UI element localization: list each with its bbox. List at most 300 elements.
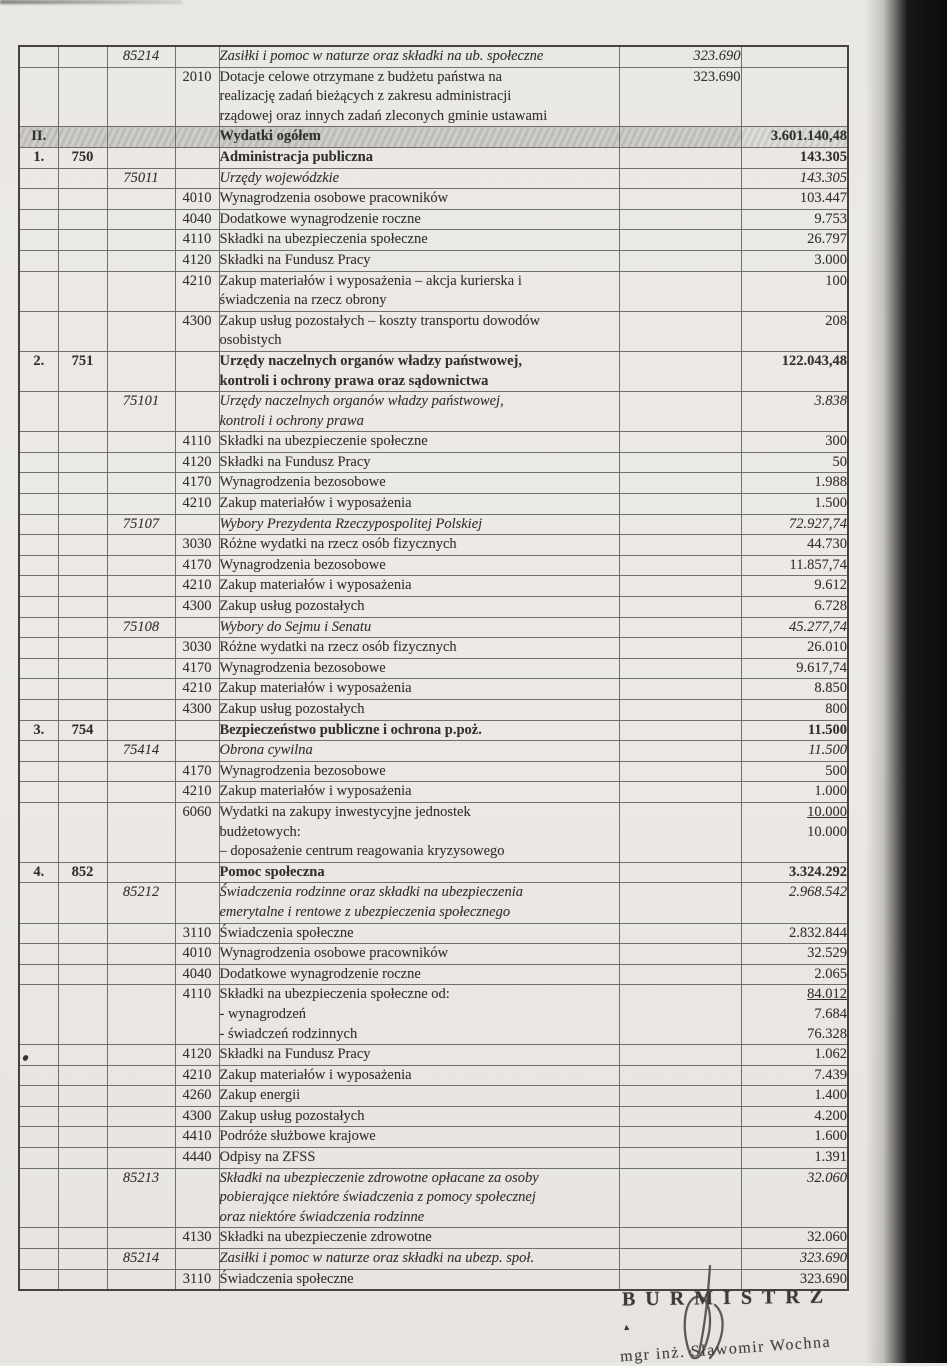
cell-amount-1: [619, 964, 741, 985]
cell-division: [58, 311, 107, 351]
cell-division: [58, 1045, 107, 1066]
cell-amount-1: [619, 473, 741, 494]
cell-amount-2: 45.277,74: [741, 617, 848, 638]
cell-amount-2: 3.000: [741, 250, 848, 271]
cell-ordinal: 2.: [19, 351, 58, 391]
cell-description: Różne wydatki na rzecz osób fizycznych: [219, 638, 619, 659]
mayor-stamp: BURMISTRZ: [621, 1285, 834, 1311]
cell-description: Świadczenia społeczne: [219, 1269, 619, 1290]
cell-amount-2: 72.927,74: [741, 514, 848, 535]
cell-description: Zakup materiałów i wyposażenia: [219, 782, 619, 803]
cell-description: Wydatki ogółem: [219, 127, 619, 148]
cell-description: Zakup energii: [219, 1086, 619, 1107]
cell-amount-2: 50: [741, 452, 848, 473]
table-row: [19, 862, 848, 883]
cell-ordinal: [19, 250, 58, 271]
cell-amount-2: 1.000: [741, 782, 848, 803]
cell-ordinal: [19, 658, 58, 679]
cell-amount-1: 323.690: [619, 46, 741, 67]
cell-ordinal: [19, 944, 58, 965]
cell-amount-1: [619, 535, 741, 556]
cell-chapter: [107, 147, 175, 168]
cell-description: Wynagrodzenia osobowe pracowników: [219, 189, 619, 210]
cell-paragraph: 2010: [175, 67, 219, 127]
table-row: [19, 1228, 848, 1249]
cell-chapter: [107, 1127, 175, 1148]
cell-paragraph: [175, 168, 219, 189]
table-row: [19, 392, 848, 432]
cell-chapter: [107, 862, 175, 883]
cell-division: 852: [58, 862, 107, 883]
cell-description: Obrona cywilna: [219, 741, 619, 762]
cell-description: Administracja publiczna: [219, 147, 619, 168]
cell-amount-2: 11.500: [741, 720, 848, 741]
table-row: [19, 1168, 848, 1228]
cell-description: Wynagrodzenia bezosobowe: [219, 658, 619, 679]
cell-amount-1: [619, 923, 741, 944]
cell-amount-1: [619, 1127, 741, 1148]
cell-division: [58, 597, 107, 618]
cell-amount-1: [619, 1065, 741, 1086]
cell-description: Dodatkowe wynagrodzenie roczne: [219, 964, 619, 985]
cell-paragraph: [175, 1249, 219, 1270]
cell-paragraph: 4040: [175, 964, 219, 985]
cell-ordinal: [19, 597, 58, 618]
cell-amount-1: [619, 311, 741, 351]
cell-ordinal: [19, 432, 58, 453]
cell-amount-1: [619, 514, 741, 535]
cell-amount-2: 2.968.542: [741, 883, 848, 923]
cell-division: [58, 1065, 107, 1086]
cell-ordinal: [19, 1045, 58, 1066]
cell-division: [58, 46, 107, 67]
cell-amount-2: 7.439: [741, 1065, 848, 1086]
cell-description: Zakup usług pozostałych: [219, 700, 619, 721]
cell-description: Dotacje celowe otrzymane z budżetu państwa na realizację zadań bieżących z zakresu administracji rządowej oraz innych zadań zleconych gminie ustawami: [219, 67, 619, 127]
table-row: [19, 782, 848, 803]
cell-amount-2: 26.797: [741, 230, 848, 251]
cell-ordinal: [19, 617, 58, 638]
cell-chapter: [107, 1148, 175, 1169]
table-row: [19, 597, 848, 618]
cell-chapter: [107, 720, 175, 741]
cell-ordinal: [19, 964, 58, 985]
cell-amount-2: 8.850: [741, 679, 848, 700]
cell-ordinal: [19, 638, 58, 659]
cell-paragraph: 6060: [175, 802, 219, 862]
cell-amount-2: 1.400: [741, 1086, 848, 1107]
cell-division: [58, 452, 107, 473]
cell-ordinal: [19, 985, 58, 1045]
cell-amount-2: 9.617,74: [741, 658, 848, 679]
cell-division: [58, 230, 107, 251]
cell-amount-1: [619, 658, 741, 679]
cell-chapter: [107, 494, 175, 515]
cell-ordinal: [19, 923, 58, 944]
cell-amount-2: 2.832.844: [741, 923, 848, 944]
cell-chapter: [107, 209, 175, 230]
cell-chapter: [107, 944, 175, 965]
table-row: [19, 230, 848, 251]
cell-paragraph: 4170: [175, 658, 219, 679]
cell-ordinal: [19, 1127, 58, 1148]
cell-amount-1: [619, 452, 741, 473]
cell-chapter: [107, 250, 175, 271]
cell-paragraph: [175, 1168, 219, 1228]
cell-amount-2: 800: [741, 700, 848, 721]
cell-division: [58, 535, 107, 556]
cell-paragraph: [175, 617, 219, 638]
cell-ordinal: [19, 679, 58, 700]
cell-amount-2: 122.043,48: [741, 351, 848, 391]
cell-paragraph: 4110: [175, 432, 219, 453]
cell-ordinal: [19, 782, 58, 803]
cell-chapter: 75414: [107, 741, 175, 762]
cell-description: Pomoc społeczna: [219, 862, 619, 883]
table-row: [19, 576, 848, 597]
cell-ordinal: 3.: [19, 720, 58, 741]
cell-amount-2: 44.730: [741, 535, 848, 556]
cell-description: Składki na Fundusz Pracy: [219, 452, 619, 473]
cell-ordinal: [19, 1249, 58, 1270]
cell-ordinal: [19, 189, 58, 210]
cell-division: [58, 209, 107, 230]
cell-chapter: [107, 761, 175, 782]
signatory-name: mgr inż. Sławomir Wochna: [619, 1333, 832, 1366]
cell-amount-2: 10.000 10.000: [741, 802, 848, 862]
cell-chapter: [107, 1045, 175, 1066]
cell-paragraph: 4040: [175, 209, 219, 230]
cell-chapter: [107, 700, 175, 721]
table-row: [19, 720, 848, 741]
cell-ordinal: 1.: [19, 147, 58, 168]
cell-description: Zakup usług pozostałych: [219, 1106, 619, 1127]
cell-chapter: [107, 679, 175, 700]
table-row: [19, 1249, 848, 1270]
cell-amount-2: 103.447: [741, 189, 848, 210]
cell-ordinal: [19, 761, 58, 782]
cell-division: [58, 679, 107, 700]
table-row: [19, 1127, 848, 1148]
cell-description: Dodatkowe wynagrodzenie roczne: [219, 209, 619, 230]
cell-chapter: [107, 1065, 175, 1086]
table-row: [19, 494, 848, 515]
cell-chapter: [107, 1269, 175, 1290]
cell-chapter: 85214: [107, 1249, 175, 1270]
cell-amount-1: [619, 576, 741, 597]
cell-chapter: [107, 1106, 175, 1127]
cell-description: Wynagrodzenia osobowe pracowników: [219, 944, 619, 965]
cell-ordinal: [19, 1148, 58, 1169]
cell-paragraph: 4170: [175, 555, 219, 576]
cell-amount-2: 3.838: [741, 392, 848, 432]
table-row: [19, 923, 848, 944]
cell-ordinal: [19, 271, 58, 311]
cell-paragraph: 4260: [175, 1086, 219, 1107]
table-row: [19, 209, 848, 230]
table-row: [19, 452, 848, 473]
cell-description: Wybory Prezydenta Rzeczypospolitej Polskiej: [219, 514, 619, 535]
cell-ordinal: [19, 535, 58, 556]
cell-amount-1: [619, 883, 741, 923]
cell-division: [58, 923, 107, 944]
cell-amount-2: 9.753: [741, 209, 848, 230]
scan-smudge: [0, 0, 182, 4]
cell-ordinal: [19, 802, 58, 862]
cell-description: Zakup materiałów i wyposażenia: [219, 576, 619, 597]
cell-description: Zakup materiałów i wyposażenia: [219, 494, 619, 515]
cell-description: Podróże służbowe krajowe: [219, 1127, 619, 1148]
cell-division: [58, 1106, 107, 1127]
cell-chapter: 75108: [107, 617, 175, 638]
cell-amount-2: 143.305: [741, 147, 848, 168]
cell-paragraph: [175, 46, 219, 67]
cell-paragraph: 4120: [175, 1045, 219, 1066]
cell-paragraph: 4300: [175, 311, 219, 351]
cell-chapter: 85212: [107, 883, 175, 923]
cell-description: Wydatki na zakupy inwestycyjne jednostek budżetowych: – doposażenie centrum reagowania kryzysowego: [219, 802, 619, 862]
cell-ordinal: [19, 230, 58, 251]
cell-ordinal: [19, 1168, 58, 1228]
table-row: [19, 658, 848, 679]
cell-chapter: [107, 802, 175, 862]
cell-paragraph: 4210: [175, 782, 219, 803]
table-row: [19, 432, 848, 453]
cell-division: [58, 1249, 107, 1270]
cell-amount-2: 84.012 7.684 76.328: [741, 985, 848, 1045]
cell-ordinal: [19, 1269, 58, 1290]
cell-description: Świadczenia rodzinne oraz składki na ubezpieczenia emerytalne i rentowe z ubezpieczenia społecznego: [219, 883, 619, 923]
cell-paragraph: [175, 862, 219, 883]
cell-division: [58, 168, 107, 189]
cell-paragraph: 3110: [175, 923, 219, 944]
cell-chapter: [107, 1086, 175, 1107]
cell-amount-2: 1.600: [741, 1127, 848, 1148]
cell-ordinal: [19, 168, 58, 189]
cell-division: [58, 1269, 107, 1290]
cell-paragraph: [175, 720, 219, 741]
cell-paragraph: 4130: [175, 1228, 219, 1249]
table-row: [19, 1086, 848, 1107]
cell-chapter: 75011: [107, 168, 175, 189]
cell-description: Zakup usług pozostałych – koszty transportu dowodów osobistych: [219, 311, 619, 351]
cell-amount-1: [619, 555, 741, 576]
cell-amount-1: [619, 127, 741, 148]
cell-chapter: [107, 311, 175, 351]
cell-chapter: 75107: [107, 514, 175, 535]
table-row: [19, 679, 848, 700]
cell-ordinal: [19, 311, 58, 351]
cell-paragraph: 4110: [175, 230, 219, 251]
table-row: [19, 250, 848, 271]
cell-chapter: 85213: [107, 1168, 175, 1228]
cell-description: Składki na ubezpieczenie społeczne: [219, 432, 619, 453]
cell-amount-2: 1.500: [741, 494, 848, 515]
cell-amount-1: [619, 494, 741, 515]
cell-amount-2: 1.062: [741, 1045, 848, 1066]
cell-amount-1: [619, 862, 741, 883]
cell-paragraph: 3030: [175, 535, 219, 556]
cell-chapter: [107, 189, 175, 210]
cell-description: Zakup materiałów i wyposażenia: [219, 1065, 619, 1086]
table-row: [19, 1065, 848, 1086]
cell-amount-1: [619, 741, 741, 762]
cell-ordinal: [19, 1065, 58, 1086]
cell-ordinal: [19, 452, 58, 473]
cell-description: Wybory do Sejmu i Senatu: [219, 617, 619, 638]
cell-chapter: [107, 1228, 175, 1249]
table-row: [19, 1045, 848, 1066]
cell-amount-1: [619, 617, 741, 638]
cell-amount-2: 323.690: [741, 1269, 848, 1290]
cell-paragraph: 4110: [175, 985, 219, 1045]
budget-table-body: [19, 46, 848, 1290]
cell-paragraph: 4410: [175, 1127, 219, 1148]
cell-chapter: [107, 638, 175, 659]
cell-amount-1: [619, 679, 741, 700]
cell-amount-1: [619, 168, 741, 189]
cell-description: Składki na ubezpieczenia społeczne: [219, 230, 619, 251]
cell-description: Składki na ubezpieczenie zdrowotne: [219, 1228, 619, 1249]
cell-description: Zasiłki i pomoc w naturze oraz składki na ub. społeczne: [219, 46, 619, 67]
cell-amount-2: 32.060: [741, 1228, 848, 1249]
cell-amount-1: [619, 1148, 741, 1169]
cell-amount-1: [619, 761, 741, 782]
cell-description: Wynagrodzenia bezosobowe: [219, 473, 619, 494]
cell-paragraph: [175, 514, 219, 535]
table-row: [19, 514, 848, 535]
cell-amount-1: [619, 392, 741, 432]
cell-ordinal: [19, 46, 58, 67]
cell-ordinal: [19, 494, 58, 515]
cell-division: [58, 700, 107, 721]
cell-paragraph: [175, 392, 219, 432]
cell-division: [58, 782, 107, 803]
cell-paragraph: [175, 883, 219, 923]
cell-ordinal: [19, 555, 58, 576]
cell-division: [58, 392, 107, 432]
table-row: [19, 700, 848, 721]
table-row: [19, 535, 848, 556]
cell-ordinal: [19, 392, 58, 432]
cell-chapter: 75101: [107, 392, 175, 432]
table-row: [19, 985, 848, 1045]
cell-amount-1: 323.690: [619, 67, 741, 127]
cell-division: [58, 658, 107, 679]
table-row: [19, 271, 848, 311]
cell-ordinal: [19, 473, 58, 494]
cell-amount-1: [619, 230, 741, 251]
table-row: [19, 189, 848, 210]
cell-amount-2: 1.391: [741, 1148, 848, 1169]
cell-ordinal: [19, 883, 58, 923]
cell-amount-2: 11.857,74: [741, 555, 848, 576]
cell-description: Zakup usług pozostałych: [219, 597, 619, 618]
table-row: [19, 638, 848, 659]
cell-amount-2: [741, 46, 848, 67]
table-row: [19, 67, 848, 127]
cell-amount-2: [741, 67, 848, 127]
table-row: [19, 1148, 848, 1169]
cell-division: [58, 1228, 107, 1249]
cell-division: 751: [58, 351, 107, 391]
cell-chapter: [107, 658, 175, 679]
cell-paragraph: [175, 127, 219, 148]
table-row: [19, 741, 848, 762]
cell-amount-2: 3.601.140,48: [741, 127, 848, 148]
cell-chapter: [107, 985, 175, 1045]
cell-division: [58, 802, 107, 862]
cell-division: [58, 944, 107, 965]
cell-description: Zakup materiałów i wyposażenia: [219, 679, 619, 700]
cell-division: [58, 617, 107, 638]
cell-paragraph: 4120: [175, 452, 219, 473]
cell-division: [58, 985, 107, 1045]
cell-division: [58, 1127, 107, 1148]
cell-ordinal: [19, 1106, 58, 1127]
cell-amount-1: [619, 597, 741, 618]
cell-ordinal: [19, 67, 58, 127]
cell-division: 750: [58, 147, 107, 168]
cell-division: [58, 1148, 107, 1169]
cell-amount-2: 6.728: [741, 597, 848, 618]
cell-paragraph: 4210: [175, 494, 219, 515]
cell-amount-2: 323.690: [741, 1249, 848, 1270]
table-row: [19, 473, 848, 494]
cell-division: [58, 189, 107, 210]
cell-chapter: 85214: [107, 46, 175, 67]
cell-chapter: [107, 555, 175, 576]
cell-amount-1: [619, 782, 741, 803]
cell-amount-2: 2.065: [741, 964, 848, 985]
cell-ordinal: [19, 576, 58, 597]
cell-chapter: [107, 271, 175, 311]
cell-chapter: [107, 576, 175, 597]
scan-edge-band: [865, 0, 947, 1363]
cell-division: [58, 494, 107, 515]
cell-description: Świadczenia społeczne: [219, 923, 619, 944]
cell-division: 754: [58, 720, 107, 741]
cell-amount-2: 143.305: [741, 168, 848, 189]
table-row: [19, 617, 848, 638]
cell-paragraph: 3110: [175, 1269, 219, 1290]
cell-division: [58, 761, 107, 782]
cell-paragraph: 4210: [175, 679, 219, 700]
table-row: [19, 351, 848, 391]
cell-amount-1: [619, 1228, 741, 1249]
cell-division: [58, 638, 107, 659]
cell-amount-2: 11.500: [741, 741, 848, 762]
table-row: [19, 964, 848, 985]
cell-ordinal: [19, 741, 58, 762]
cell-amount-1: [619, 351, 741, 391]
cell-paragraph: 4210: [175, 1065, 219, 1086]
cell-description: Składki na ubezpieczenie zdrowotne opłacane za osoby pobierające niektóre świadczenia z pomocy społecznej oraz niektóre świadczenia rodzinne: [219, 1168, 619, 1228]
cell-chapter: [107, 473, 175, 494]
cell-division: [58, 1168, 107, 1228]
cell-paragraph: 4300: [175, 597, 219, 618]
cell-amount-1: [619, 189, 741, 210]
cell-description: Składki na ubezpieczenia społeczne od: - wynagrodzeń - świadczeń rodzinnych: [219, 985, 619, 1045]
cell-amount-1: [619, 209, 741, 230]
cell-ordinal: [19, 514, 58, 535]
cell-description: Urzędy naczelnych organów władzy państwowej, kontroli i ochrony prawa oraz sądownictwa: [219, 351, 619, 391]
cell-paragraph: [175, 741, 219, 762]
cell-paragraph: 4210: [175, 271, 219, 311]
cell-division: [58, 555, 107, 576]
cell-amount-2: 9.612: [741, 576, 848, 597]
cell-chapter: [107, 597, 175, 618]
